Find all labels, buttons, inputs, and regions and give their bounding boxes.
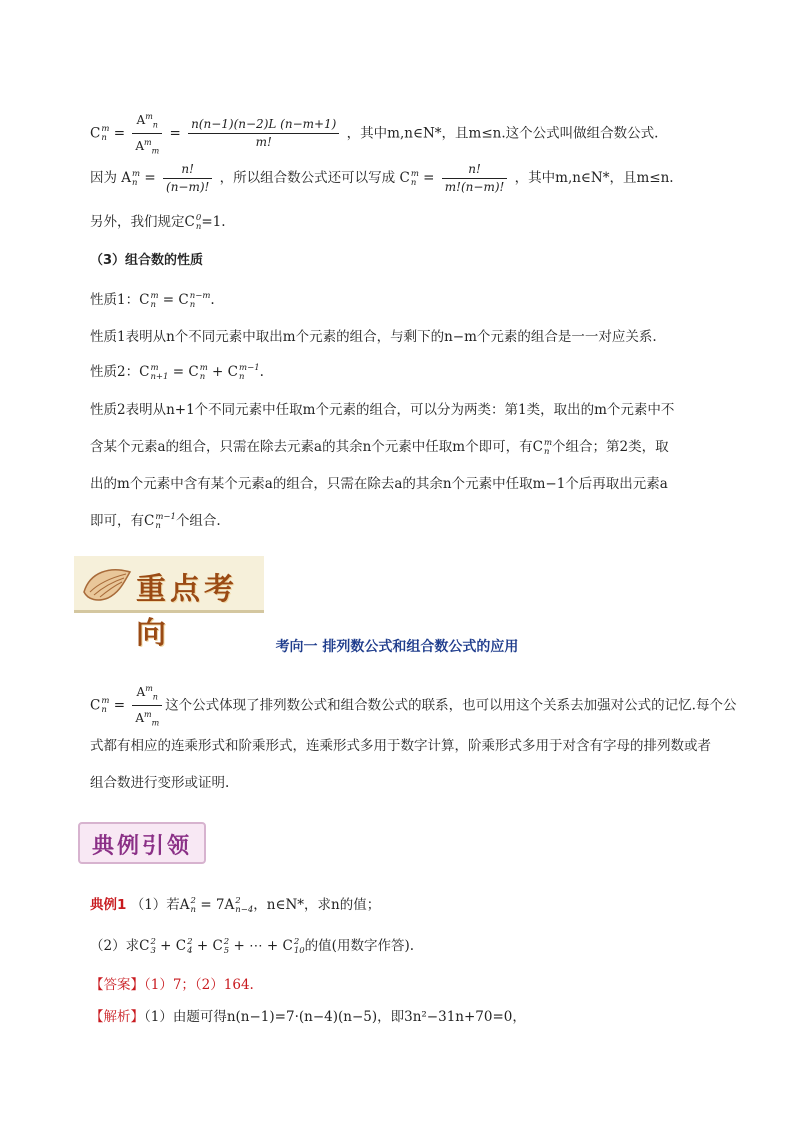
ex-q2a: （2）求 bbox=[90, 938, 140, 954]
ex-q2b: 的值(用数字作答). bbox=[304, 938, 414, 954]
example-1-q2: （2）求C 2 3 + C 2 4 + C 2 5 + ⋯ + C 2 10 的值(用数字作答). bbox=[90, 936, 414, 956]
property-2-desc-4: 即可，有C m−1 n 个组合. bbox=[90, 511, 221, 531]
analysis-label: 【解析】 bbox=[90, 1009, 144, 1025]
property-2-desc-1: 性质2表明从n+1个不同元素中任取m个元素的组合，可以分为两类：第1类，取出的m个元素中不 bbox=[90, 402, 675, 418]
prop2-desc-2a: 含某个元素a的组合，只需在除去元素a的其余n个元素中任取m个即可，有 bbox=[90, 439, 533, 455]
example-1-q1: 典例1 （1）若A 2 n = 7A 2 n−4 ，n∈N*，求n的值； bbox=[90, 895, 381, 915]
para-line-1: C m n = $\frac{A^m_n}{A^m_m}$ 这个公式体现了排列数公式和组合数公式的联系，也可以用这个关系去加强对公式的记忆.每个公 bbox=[90, 680, 722, 720]
line2-start: 因为 bbox=[90, 170, 117, 186]
answer-text: （1）7；（2）164. bbox=[144, 977, 254, 993]
prop2-desc-2b: 个组合；第2类，取 bbox=[552, 439, 669, 455]
definition-line: 另外，我们规定C 0 n =1. bbox=[90, 212, 226, 232]
heading-properties: （3）组合数的性质 bbox=[90, 253, 204, 268]
prop2-desc-4b: 个组合. bbox=[175, 513, 221, 529]
line2-mid: ，所以组合数公式还可以写成 bbox=[219, 170, 396, 186]
formula1-tail: ，其中m,n∈N*，且m≤n.这个公式叫做组合数公式. bbox=[346, 125, 659, 142]
prop1-label: 性质1： bbox=[90, 292, 140, 308]
property-2: 性质2：C m n+1 = C m n + C m−1 n . bbox=[90, 362, 264, 382]
analysis-text: （1）由题可得n(n−1)=7·(n−4)(n−5)，即3n²−31n+70=0， bbox=[144, 1009, 526, 1025]
key-topics-banner bbox=[74, 556, 264, 651]
example-label: 典例1 bbox=[90, 897, 127, 913]
line2-tail: ，其中m,n∈N*，且m≤n. bbox=[514, 170, 674, 186]
formula1-numerator: n(n−1)(n−2)L (n−m+1) bbox=[188, 116, 339, 134]
frac-b-den: m!(n−m)! bbox=[444, 180, 505, 194]
ex-q1a: （1）若 bbox=[130, 897, 180, 913]
frac-a-num: n! bbox=[163, 161, 212, 179]
property-2-desc-3: 出的m个元素中含有某个元素a的组合，只需在除去a的其余n个元素中任取m−1个后再取出元素a bbox=[90, 476, 668, 492]
analysis-line bbox=[90, 1007, 722, 1027]
answer-label: 【答案】 bbox=[90, 977, 144, 993]
example-box bbox=[78, 822, 206, 864]
para1-a: 这个公式体现了排列数公式和组合数公式的联系，也可以用这个关系去加强对公式的记忆.每个公 bbox=[165, 697, 737, 714]
formula-line-2: 因为 A m n = $\frac{n!}{(n-m)!}$ ，所以组合数公式还可以写成 C m n = $\frac{n!}{m!(n-m)!}$ ，其中m,n∈N*，且m≤n. bbox=[90, 162, 674, 194]
prop2-label: 性质2： bbox=[90, 364, 140, 380]
ex-q1b: ，n∈N*，求n的值； bbox=[253, 897, 381, 913]
answer-line bbox=[90, 975, 722, 995]
property-1: 性质1：C m n = C n−m n . bbox=[90, 290, 215, 310]
shell-icon bbox=[80, 562, 136, 604]
formula-line-1: C m n = $\frac{A^m_n}{A^m_m}$ = $\frac{n(n-1)(n-2)L (n-m+1)}{m!}$ ，其中m,n∈N*，且m≤n.这个公式叫做组合数公式. bbox=[90, 108, 722, 152]
frac-a-den: (n−m)! bbox=[166, 180, 210, 194]
prop2-desc-4a: 即可，有 bbox=[90, 513, 144, 529]
banner-title: 重点考向 bbox=[136, 572, 238, 651]
frac-b-num: n! bbox=[442, 161, 508, 179]
example-box-title: 典例引领 bbox=[91, 833, 192, 859]
property-2-desc-2: 含某个元素a的组合，只需在除去元素a的其余n个元素中任取m个即可，有C m n 个组合；第2类，取 bbox=[90, 437, 669, 457]
formula1-denominator: m! bbox=[255, 135, 272, 150]
line3-text: 另外，我们规定 bbox=[90, 214, 185, 230]
section-title: 考向一 排列数公式和组合数公式的应用 bbox=[275, 639, 519, 655]
para-line-3: 组合数进行变形或证明. bbox=[90, 775, 230, 791]
property-1-desc: 性质1表明从n个不同元素中取出m个元素的组合，与剩下的n−m个元素的组合是一一对应关系. bbox=[90, 329, 657, 345]
line3-tail: =1. bbox=[201, 214, 226, 230]
para-line-2: 式都有相应的连乘形式和阶乘形式，连乘形式多用于数字计算，阶乘形式多用于对含有字母的排列数或者 bbox=[90, 738, 711, 754]
